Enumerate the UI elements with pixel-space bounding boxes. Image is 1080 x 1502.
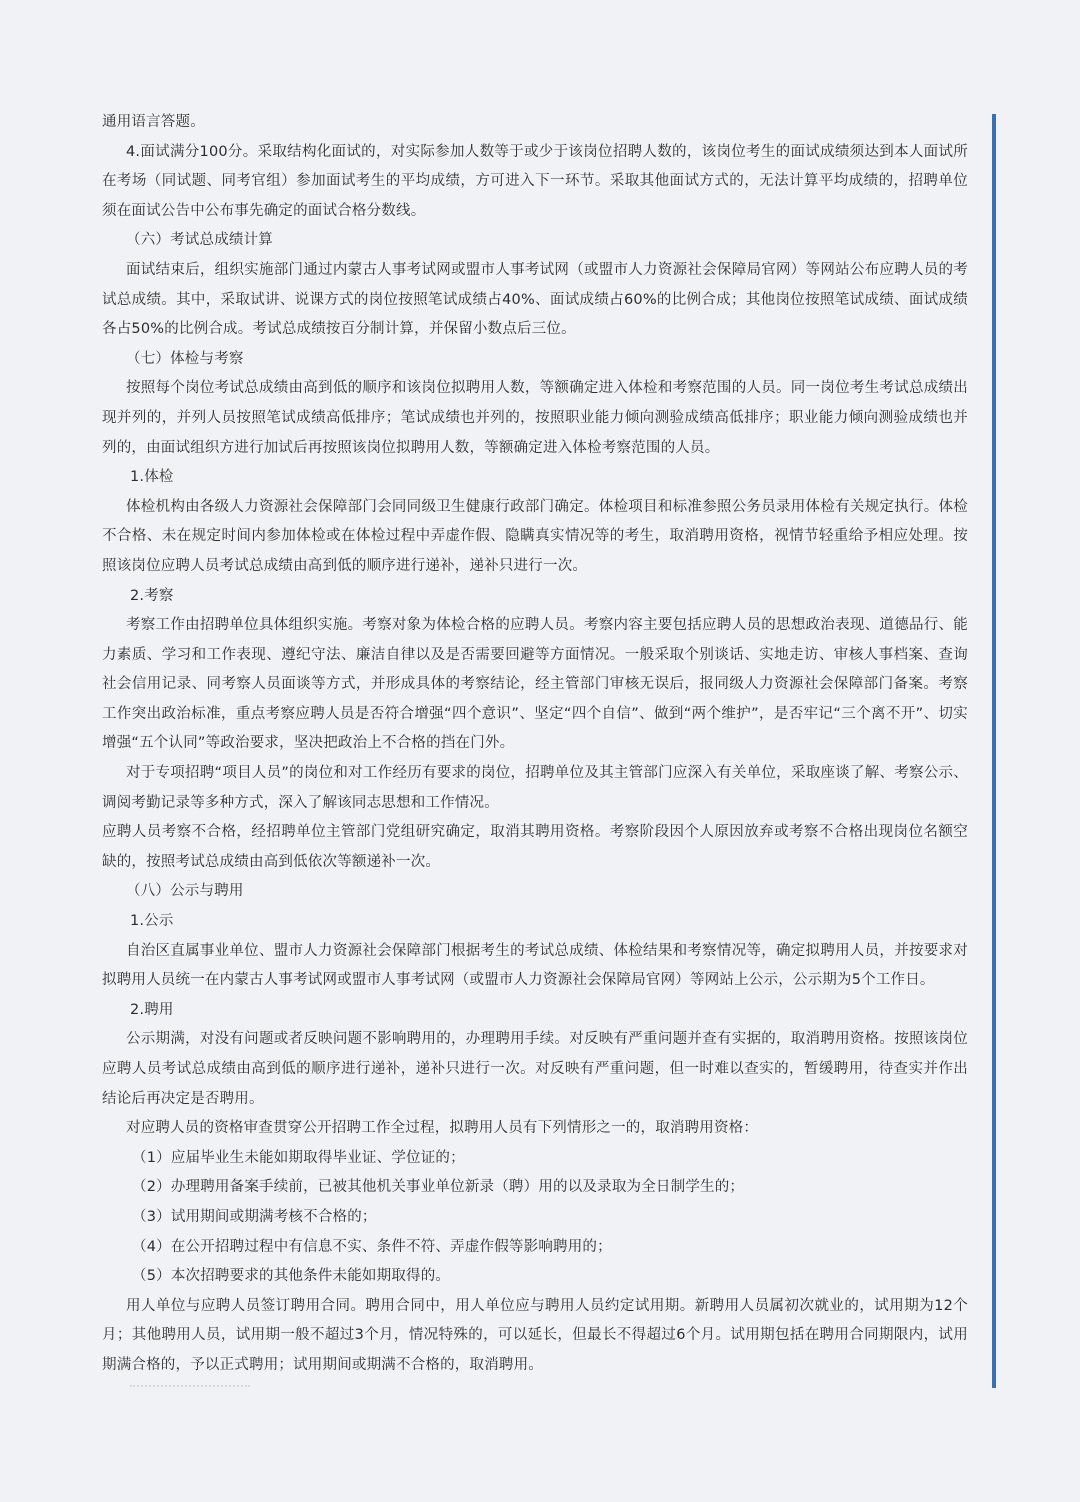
section-heading-8: （八）公示与聘用	[126, 883, 244, 900]
list-item-2: （2）办理聘用备案手续前，已被其他机关事业单位新录（聘）用的以及录取为全日制学生的；	[132, 1179, 745, 1196]
paragraph-disqualification-intro: 对应聘人员的资格审查贯穿公开招聘工作全过程，拟聘用人员有下列情形之一的，取消聘用资格：	[126, 1120, 759, 1137]
list-item-1: （1）应届毕业生未能如期取得毕业证、学位证的；	[132, 1149, 465, 1166]
paragraph-contract: 用人单位与应聘人员签订聘用合同。聘用合同中，用人单位应与聘用人员约定试用期。新聘用人员属初次就业的，试用期为12个月；其他聘用人员，试用期一般不超过3个月，情况特殊的，可以延长，但最长不得超过6个月。试用期包括在聘用合同期限内，试用期满合格的，予以正式聘用；试用期间或期满不合格的，取消聘用。	[102, 1297, 968, 1373]
subheading-hiring: 2.聘用	[130, 1001, 174, 1018]
paragraph-publicity: 自治区直属事业单位、盟市人力资源社会保障部门根据考生的考试总成绩、体检结果和考察情况等，确定拟聘用人员，并按要求对拟聘用人员统一在内蒙古人事考试网或盟市人事考试网（或盟市人力资源社会保障局官网）等网站上公示，公示期为5个工作日。	[102, 942, 968, 989]
paragraph-ranking: 按照每个岗位考试总成绩由高到低的顺序和该岗位拟聘用人数，等额确定进入体检和考察范围的人员。同一岗位考生考试总成绩出现并列的，并列人员按照笔试成绩高低排序；笔试成绩也并列的，按照职业能力倾向测验成绩高低排序；职业能力倾向测验成绩也并列的，由面试组织方进行加试后再按照该岗位拟聘用人数，等额确定进入体检考察范围的人员。	[102, 380, 968, 456]
paragraph-inspection: 考察工作由招聘单位具体组织实施。考察对象为体检合格的应聘人员。考察内容主要包括应聘人员的思想政治表现、道德品行、能力素质、学习和工作表现、遵纪守法、廉洁自律以及是否需要回避等方面情况。一般采取个别谈话、实地走访、审核人事档案、查询社会信用记录、同考察人员面谈等方式，并形成具体的考察结论，经主管部门审核无误后，报同级人力资源社会保障部门备案。考察工作突出政治标准，重点考察应聘人员是否符合增强“四个意识”、坚定“四个自信”、做到“两个维护”，是否牢记“三个离不开”、切实增强“五个认同”等政治要求，坚决把政治上不合格的挡在门外。	[102, 617, 968, 752]
list-item-5: （5）本次招聘要求的其他条件未能如期取得的。	[132, 1268, 451, 1285]
paragraph-inspection-fail: 应聘人员考察不合格，经招聘单位主管部门党组研究确定，取消其聘用资格。考察阶段因个人原因放弃或考察不合格出现岗位名额空缺的，按照考试总成绩由高到低依次等额递补一次。	[102, 824, 968, 870]
section-heading-6: （六）考试总成绩计算	[126, 232, 273, 249]
subheading-physical-exam: 1.体检	[130, 469, 174, 486]
paragraph-physical-exam: 体检机构由各级人力资源社会保障部门会同同级卫生健康行政部门确定。体检项目和标准参照公务员录用体检有关规定执行。体检不合格、未在规定时间内参加体检或在体检过程中弄虚作假、隐瞒真实情况等的考生，取消聘用资格，视情节轻重给予相应处理。按照该岗位应聘人员考试总成绩由高到低的顺序进行递补，递补只进行一次。	[102, 498, 968, 574]
paragraph-interview-score: 4.面试满分100分。采取结构化面试的，对实际参加人数等于或少于该岗位招聘人数的，该岗位考生的面试成绩须达到本人面试所在考场（同试题、同考官组）参加面试考生的平均成绩，方可进入下一环节。采取其他面试方式的，无法计算平均成绩的，招聘单位须在面试公告中公布事先确定的面试合格分数线。	[102, 143, 968, 219]
faded-text-fragment	[130, 1385, 250, 1395]
list-item-4: （4）在公开招聘过程中有信息不实、条件不符、弄虚作假等影响聘用的；	[132, 1238, 612, 1255]
subheading-inspection: 2.考察	[130, 587, 174, 604]
margin-rule	[992, 114, 996, 1388]
subheading-publicity: 1.公示	[130, 913, 174, 930]
paragraph-project-staff: 对于专项招聘“项目人员”的岗位和对工作经历有要求的岗位，招聘单位及其主管部门应深入有关单位，采取座谈了解、考察公示、调阅考勤记录等多种方式，深入了解该同志思想和工作情况。	[102, 765, 968, 811]
paragraph-intro: 通用语言答题。	[102, 114, 205, 130]
paragraph-total-score: 面试结束后，组织实施部门通过内蒙古人事考试网或盟市人事考试网（或盟市人力资源社会保障局官网）等网站公布应聘人员的考试总成绩。其中，采取试讲、说课方式的岗位按照笔试成绩占40%、面试成绩占60%的比例合成；其他岗位按照笔试成绩、面试成绩各占50%的比例合成。考试总成绩按百分制计算，并保留小数点后三位。	[102, 261, 968, 338]
paragraph-hiring: 公示期满，对没有问题或者反映问题不影响聘用的，办理聘用手续。对反映有严重问题并查有实据的，取消聘用资格。按照该岗位应聘人员考试总成绩由高到低的顺序进行递补，递补只进行一次。对反映有严重问题，但一时难以查实的，暂缓聘用，待查实并作出结论后再决定是否聘用。	[102, 1031, 968, 1107]
section-heading-7: （七）体检与考察	[126, 350, 244, 367]
list-item-3: （3）试用期间或期满考核不合格的；	[132, 1208, 377, 1225]
document-body	[102, 108, 968, 1395]
